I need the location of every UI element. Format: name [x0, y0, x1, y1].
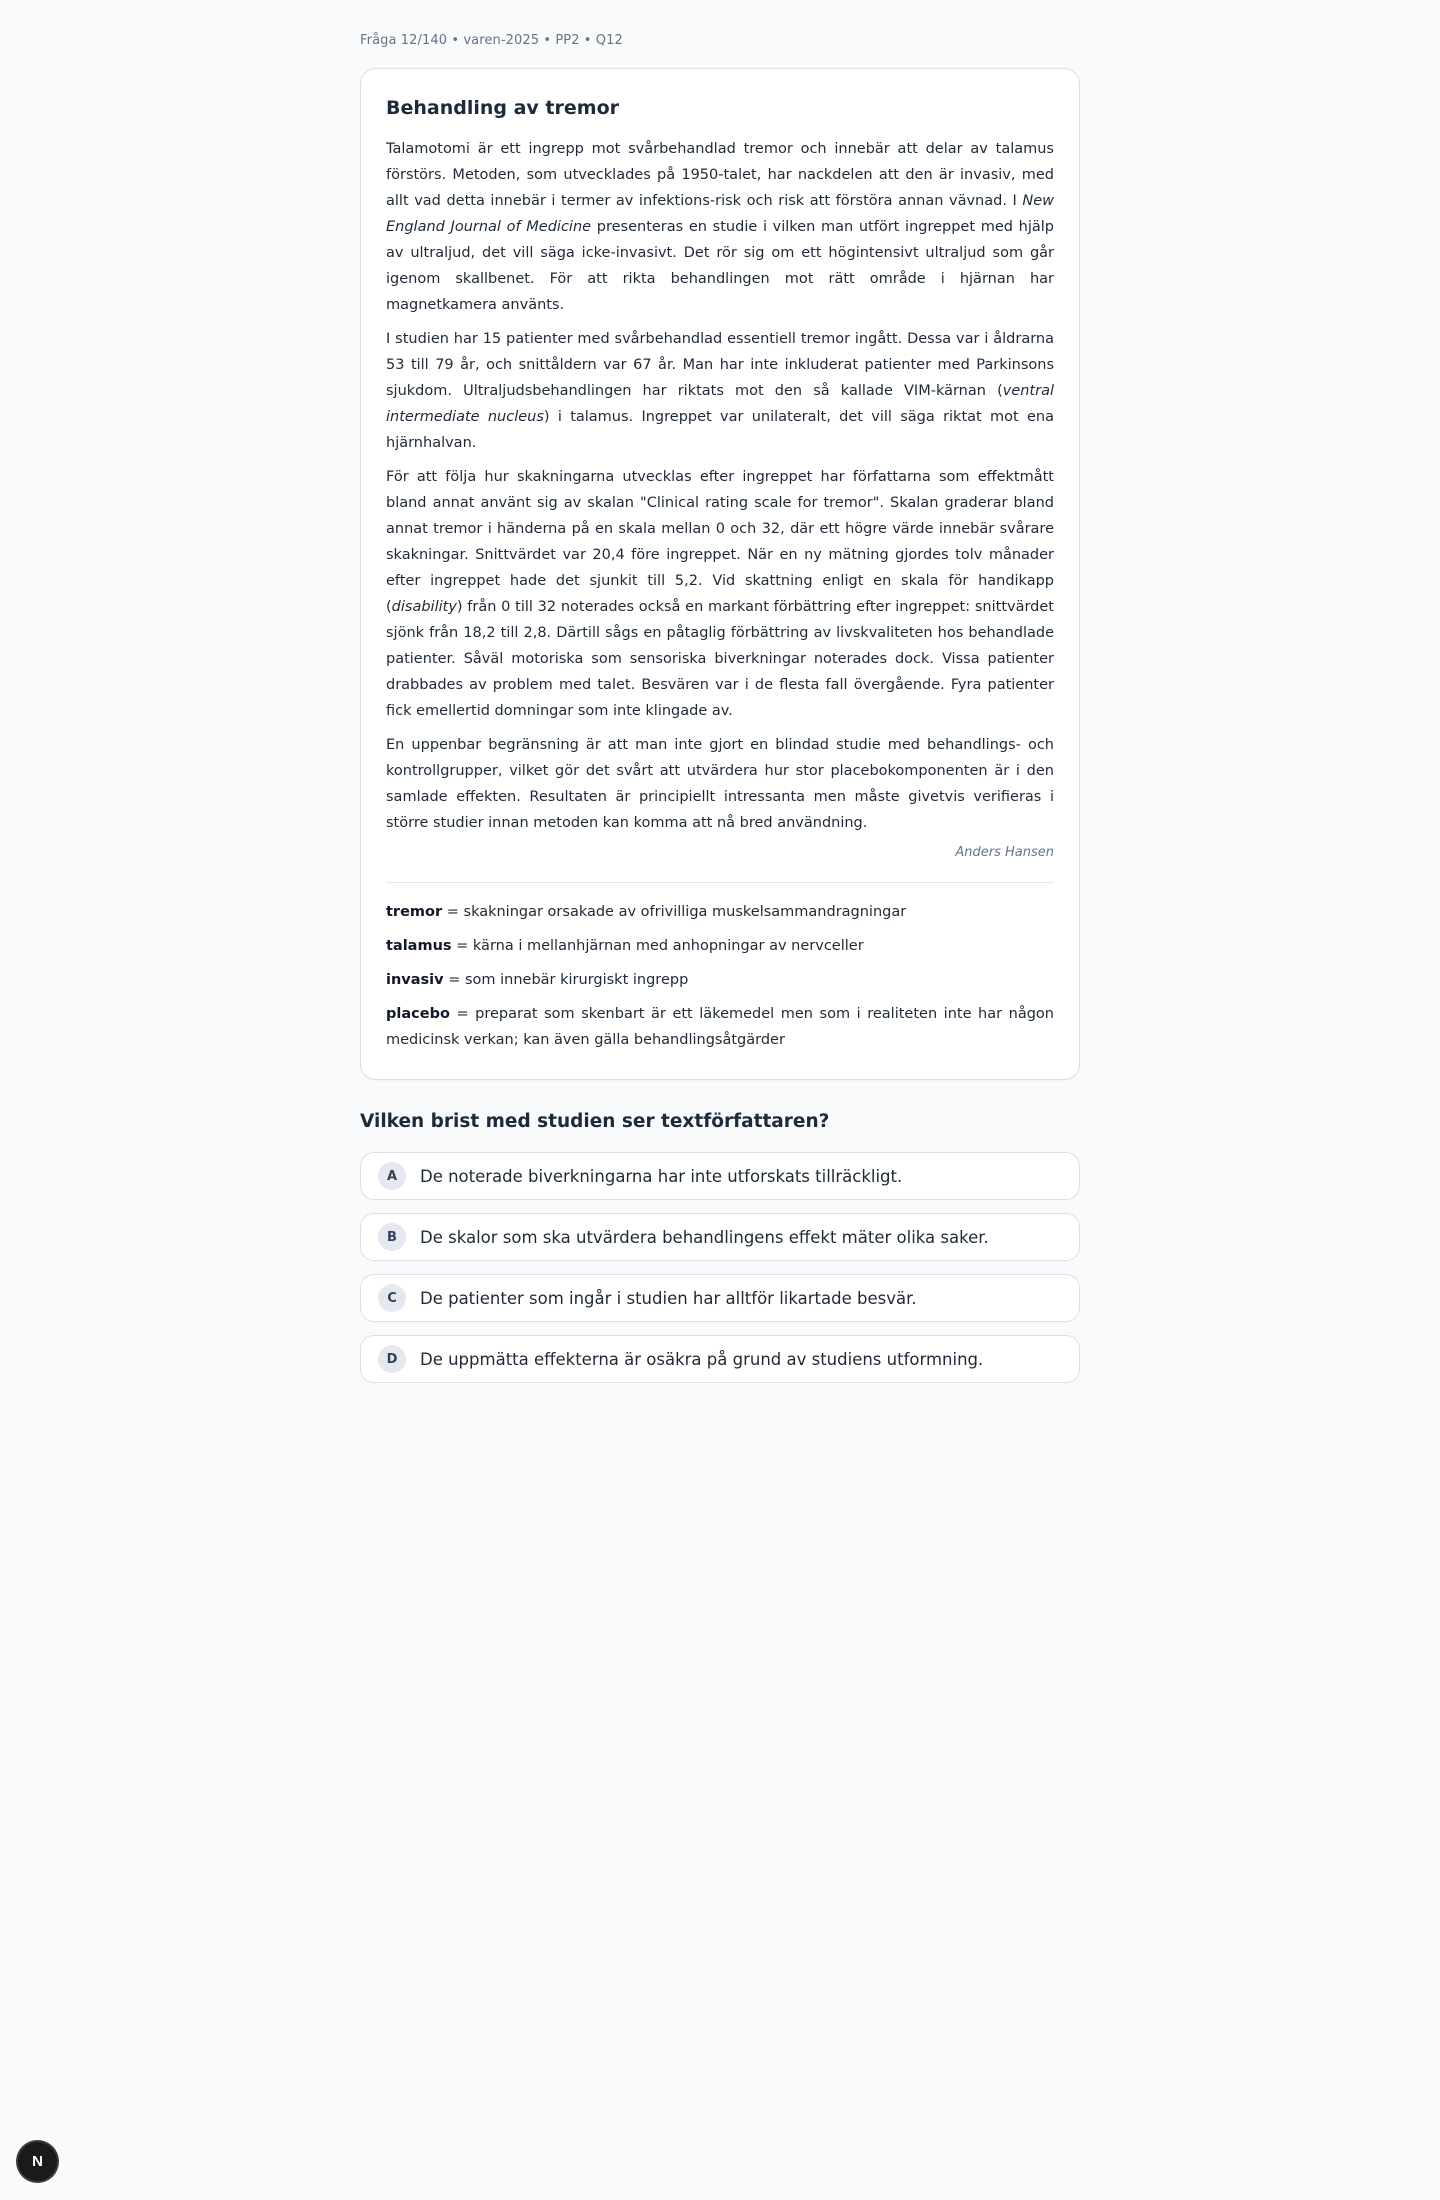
nextjs-logo-icon[interactable]: [18, 2142, 57, 2181]
passage-card: [360, 68, 1080, 1080]
glossary-definition: = kärna i mellanhjärnan med anhopningar av nervceller: [451, 938, 864, 954]
question-prompt: Vilken brist med studien ser textförfattaren?: [360, 1111, 830, 1132]
glossary-item: [386, 967, 1054, 993]
passage-text-italic: disability: [391, 599, 457, 615]
option-text: De skalor som ska utvärdera behandlingens effekt mäter olika saker.: [420, 1227, 989, 1247]
answer-option-c[interactable]: [360, 1274, 1080, 1322]
option-text: De patienter som ingår i studien har alltför likartade besvär.: [420, 1288, 917, 1308]
fab-label: N: [32, 2153, 43, 2170]
glossary-item: [386, 933, 1054, 959]
passage-text-italic: New England Journal of Medicine: [386, 193, 1054, 235]
answer-option-d[interactable]: [360, 1335, 1080, 1383]
passage-title: Behandling av tremor: [386, 97, 619, 119]
option-letter-badge: C: [378, 1284, 406, 1312]
option-letter-badge: A: [378, 1162, 406, 1190]
glossary-definition: = preparat som skenbart är ett läkemedel men som i realiteten inte har någon medicinsk verkan; kan även gälla behandlingsåtgärder: [386, 1006, 1054, 1048]
glossary-definition: = skakningar orsakade av ofrivilliga muskelsammandragningar: [442, 904, 907, 920]
glossary-term: placebo: [386, 1006, 450, 1022]
option-letter-badge: B: [378, 1223, 406, 1251]
option-text: De noterade biverkningarna har inte utforskats tillräckligt.: [420, 1166, 903, 1186]
passage-text: ) från 0 till 32 noterades också en markant förbättring efter ingreppet: snittvärdet sjönk från 18,2 till 2,8. Därtill sågs en påtaglig förbättring av livskvaliteten hos behandlade patienter. Såväl motoriska som sensoriska biverkningar noterades dock. Vissa patienter drabbades av problem med talet. Besvären var i de flesta fall övergående. Fyra patienter fick emellertid domningar som inte klingade av.: [386, 599, 1054, 719]
glossary-divider: [386, 882, 1054, 883]
passage-author: Anders Hansen: [955, 845, 1054, 860]
passage-text-italic: ventral intermediate nucleus: [386, 383, 1054, 425]
passage-text: En uppenbar begränsning är att man inte gjort en blindad studie med behandlings- och kontrollgrupper, vilket gör det svårt att utvärdera hur stor placebokomponenten är i den samlade effekten. Resultaten är principiellt intressanta men måste givetvis verifieras i större studier innan metoden kan komma att nå bred användning.: [386, 737, 1054, 831]
passage-text: För att följa hur skakningarna utvecklas efter ingreppet har författarna som effektmått bland annat använt sig av skalan "Clinical rating scale for tremor". Skalan graderar bland annat tremor i händerna på en skala mellan 0 och 32, där ett högre värde innebär svårare skakningar. Snittvärdet var 20,4 före ingreppet. När en ny mätning gjordes tolv månader efter ingreppet hade det sjunkit till 5,2. Vid skattning enligt en skala för handikapp (: [386, 469, 1054, 615]
glossary-term: tremor: [386, 904, 443, 920]
answer-options: [360, 1152, 1080, 1383]
passage-text: Talamotomi är ett ingrepp mot svårbehandlad tremor och innebär att delar av talamus förstörs. Metoden, som utvecklades på 1950-talet, har nackdelen att den är invasiv, med allt vad detta innebär i termer av infektions-risk och risk att förstöra annan vävnad. I: [386, 141, 1054, 209]
passage-text: presenteras en studie i vilken man utfört ingreppet med hjälp av ultraljud, det vill säga icke-invasivt. Det rör sig om ett högintensivt ultraljud som går igenom skallbenet. För att rikta behandlingen mot rätt område i hjärnan har magnetkamera använts.: [386, 219, 1054, 313]
option-letter-badge: D: [378, 1345, 406, 1373]
passage-text: ) i talamus. Ingreppet var unilateralt, det vill säga riktat mot ena hjärnhalvan.: [386, 409, 1054, 451]
glossary-definition: = som innebär kirurgiskt ingrepp: [443, 972, 689, 988]
answer-option-a[interactable]: [360, 1152, 1080, 1200]
answer-option-b[interactable]: [360, 1213, 1080, 1261]
glossary-item: [386, 899, 1054, 925]
passage-paragraph: [386, 136, 1054, 318]
option-text: De uppmätta effekterna är osäkra på grund av studiens utformning.: [420, 1349, 984, 1369]
glossary-term: invasiv: [386, 972, 444, 988]
main-content: [360, 0, 1080, 1396]
question-meta: Fråga 12/140 • varen-2025 • PP2 • Q12: [360, 33, 623, 48]
passage-paragraph: [386, 326, 1054, 456]
passage-paragraph: [386, 732, 1054, 836]
glossary: [386, 899, 1054, 1053]
glossary-term: talamus: [386, 938, 452, 954]
passage-text: I studien har 15 patienter med svårbehandlad essentiell tremor ingått. Dessa var i åldrarna 53 till 79 år, och snittåldern var 67 år. Man har inte inkluderat patienter med Parkinsons sjukdom. Ultraljudsbehandlingen har riktats mot den så kallade VIM-kärnan (: [386, 331, 1054, 399]
glossary-item: [386, 1001, 1054, 1053]
passage-paragraph: [386, 464, 1054, 724]
